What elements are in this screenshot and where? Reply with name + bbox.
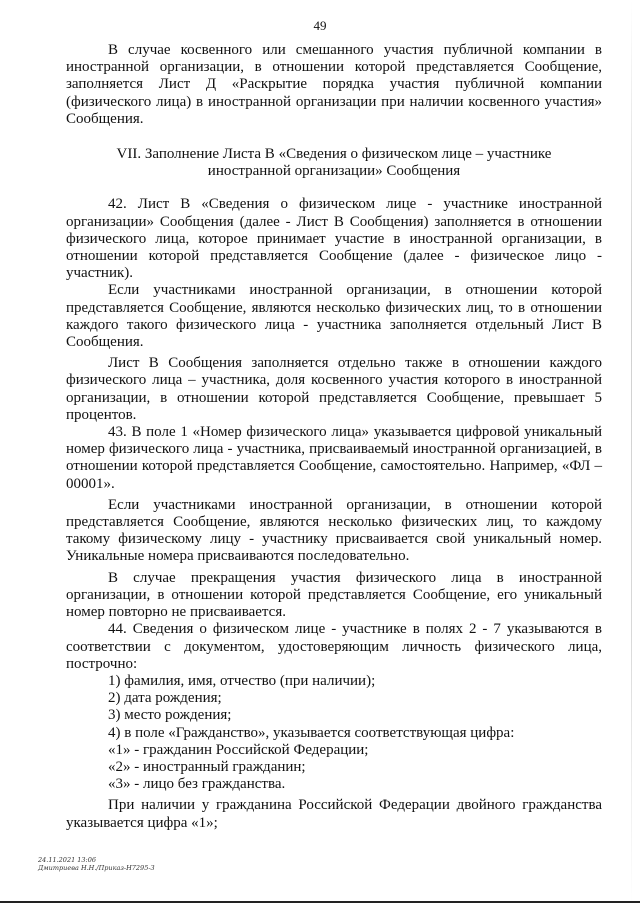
stamp-date: 24.11.2021 13:06 bbox=[38, 856, 97, 864]
stamp-author: Дмитриева Н.Н./Приказ-Н7295-3 bbox=[38, 864, 155, 872]
page-number: 49 bbox=[313, 18, 327, 33]
section-heading bbox=[66, 146, 602, 180]
scan-edge-bottom bbox=[0, 901, 640, 903]
paragraph-42-multiple: Если участниками иностранной организации, в отношении которой представляется Сообщение, являются несколько физических лиц, то в отношении каждого такого физического лица - участника заполняется отдельный Лист В Сообщения. bbox=[66, 282, 602, 351]
paragraph-43: 43. В поле 1 «Номер физического лица» указывается цифровой уникальный номер физического лица - участника, присваиваемый иностранной организацией, в отношении которой представляется Сообщение, самостоятельно. Например, «ФЛ – 00001». bbox=[66, 424, 602, 492]
final-paragraph: При наличии у гражданина Российской Федерации двойного гражданства указывается цифра «1»; bbox=[66, 797, 602, 831]
paragraph-43-multiple: Если участниками иностранной организации, в отношении которой представляется Сообщение, являются несколько физических лиц, то каждому такому физическому лицу - участнику присваивается свой уникальный номер. Уникальные номера присваиваются последовательно. bbox=[66, 496, 602, 565]
intro-paragraph: В случае косвенного или смешанного участия публичной компании в иностранной организации, в отношении которой представляется Сообщение, заполняется Лист Д «Раскрытие порядка участия публичной компании (физического лица) в иностранной организации при наличии косвенного участия» Сообщения. bbox=[66, 42, 602, 127]
paragraph-42: 42. Лист В «Сведения о физическом лице - участнике иностранной организации» Сообщения (далее - Лист В Сообщения) заполняется в отношении физического лица, которое принимает участие в иностранной организации, в отношении которой представляется Сообщение (далее - физическое лицо - участник). bbox=[66, 196, 602, 282]
list-item: 2) дата рождения; bbox=[108, 690, 222, 707]
citizenship-code: «2» - иностранный гражданин; bbox=[108, 758, 306, 775]
paragraph-42-indirect: Лист В Сообщения заполняется отдельно также в отношении каждого физического лица – участника, доля косвенного участия которого в иностранной организации, в отношении которой представляется Сообщение, превышает 5 процентов. bbox=[66, 355, 602, 423]
section-heading-line1: VII. Заполнение Листа В «Сведения о физическом лице – участнике bbox=[116, 146, 552, 163]
footer-stamp bbox=[38, 856, 155, 872]
list-item: 4) в поле «Гражданство», указывается соответствующая цифра: bbox=[108, 724, 515, 741]
paragraph-44: 44. Сведения о физическом лице - участнике в полях 2 - 7 указываются в соответствии с документом, удостоверяющим личность физического лица, построчно: bbox=[66, 621, 602, 672]
scan-edge-right bbox=[631, 0, 632, 905]
paragraph-43-termination: В случае прекращения участия физического лица в иностранной организации, в отношении которой представляется Сообщение, его уникальный номер повторно не присваивается. bbox=[66, 569, 602, 621]
citizenship-code: «3» - лицо без гражданства. bbox=[108, 776, 286, 793]
section-heading-line2: иностранной организации» Сообщения bbox=[207, 163, 461, 180]
list-item: 1) фамилия, имя, отчество (при наличии); bbox=[108, 672, 376, 689]
citizenship-code: «1» - гражданин Российской Федерации; bbox=[108, 741, 369, 758]
document-body bbox=[66, 42, 602, 832]
list-item: 3) место рождения; bbox=[108, 707, 232, 724]
field-list bbox=[66, 673, 602, 793]
